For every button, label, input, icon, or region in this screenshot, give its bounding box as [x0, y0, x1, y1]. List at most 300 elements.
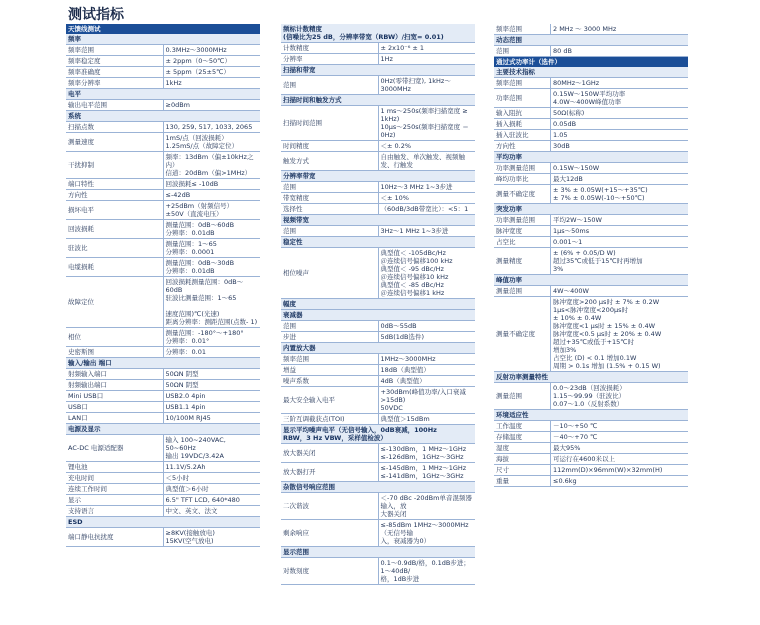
text-line: 驻波比测量范围：1～65	[165, 294, 237, 302]
spec-label: 工作温度	[494, 421, 551, 432]
spec-label: 湿度	[494, 443, 551, 454]
spec-label: 连续工作时间	[66, 484, 163, 495]
spec-column-1	[66, 24, 260, 547]
spec-label: 最大安全输入电平	[281, 387, 378, 414]
spec-label: 带宽精度	[281, 193, 378, 204]
spec-value	[378, 493, 475, 520]
spec-row	[494, 215, 688, 226]
section-title: 反射功率测量特性	[494, 372, 688, 383]
text-line: 1μs<脉冲宽度<200μs时	[553, 306, 628, 314]
section-title: 电平	[66, 89, 260, 100]
spec-value: 112mm(D)×96mm(W)×32mm(H)	[551, 465, 689, 476]
spec-label: 锂电池	[66, 462, 163, 473]
spec-value	[378, 387, 475, 414]
spec-value: ≥0dBm	[163, 100, 260, 111]
text-line: 输出 19VDC/3.42A	[165, 452, 224, 460]
spec-label: 方向性	[494, 141, 551, 152]
section-title: 显示范围	[281, 547, 475, 558]
spec-row	[66, 133, 260, 152]
spec-label: 史密斯图	[66, 347, 163, 358]
text-line: 典型值＜ -105dBc/Hz	[380, 249, 446, 257]
spec-row	[494, 119, 688, 130]
text-line: 3%	[553, 265, 564, 273]
spec-label: 测量范围	[494, 383, 551, 410]
spec-value: 4W～400W	[551, 286, 689, 297]
spec-row	[66, 78, 260, 89]
section-title: 稳定性	[281, 237, 475, 248]
section-title: 平均功率	[494, 152, 688, 163]
text-line: ≤-145dBm，1 MHz～1GHz	[380, 464, 467, 472]
spec-label: 插入驻波比	[494, 130, 551, 141]
spec-row	[494, 130, 688, 141]
spec-label: 范围	[281, 76, 378, 95]
spec-row	[281, 204, 475, 215]
text-line: 典型值＜ -85 dBc/Hz	[380, 281, 444, 289]
spec-value: 30dB	[551, 141, 689, 152]
section-title: 电源及显示	[66, 424, 260, 435]
spec-value: ≤-42dB	[163, 190, 260, 201]
spec-value	[551, 248, 689, 275]
text-line: ＠连续信号偏移1 kHz	[380, 289, 445, 297]
spec-label: 频率范围	[66, 45, 163, 56]
section-title	[281, 425, 475, 444]
spec-row	[281, 152, 475, 171]
text-line: 50VDC	[380, 404, 403, 412]
spec-label: 峰均功率比	[494, 174, 551, 185]
spec-label: 方向性	[66, 190, 163, 201]
spec-value: 3Hz～1 MHz 1~3步进	[378, 226, 475, 237]
spec-row	[494, 443, 688, 454]
spec-label: 选择性	[281, 204, 378, 215]
spec-value: ± 2ppm（0～50℃）	[163, 56, 260, 67]
section-title: 杂散信号响应范围	[281, 482, 475, 493]
spec-value: 平均2W～150W	[551, 215, 689, 226]
spec-label: 回波损耗	[66, 220, 163, 239]
text-line: ± 7% ± 0.05W(-10～+50℃)	[553, 194, 645, 202]
spec-label: 步进	[281, 332, 378, 343]
spec-row	[66, 473, 260, 484]
spec-value: 分辨率：0.01	[163, 347, 260, 358]
spec-label: 功率测量范围	[494, 163, 551, 174]
spec-row	[66, 506, 260, 517]
spec-label: 支持语言	[66, 506, 163, 517]
spec-label: 脉冲宽度	[494, 226, 551, 237]
spec-value	[163, 133, 260, 152]
section-title: 主要技术指标	[494, 67, 688, 78]
spec-row	[66, 391, 260, 402]
text-line: 回波损耗测量范围：0dB～60dB	[165, 278, 244, 294]
spec-row	[281, 365, 475, 376]
section-header	[494, 57, 688, 68]
text-line: 距离分辨率：测距范围(点数- 1)	[165, 318, 258, 326]
text-line: 信道：20dBm（偏>1MHz）	[165, 169, 252, 177]
spec-value	[378, 444, 475, 463]
subsection-header	[281, 482, 475, 493]
text-line: ＜-70 dBc -20dBm单音混频器输入，放	[380, 494, 472, 510]
spec-row	[281, 558, 475, 585]
spec-row	[281, 354, 475, 365]
spec-row	[281, 414, 475, 425]
spec-row	[494, 297, 688, 372]
spec-value: 0.05dB	[551, 119, 689, 130]
spec-label: 测量不确定度	[494, 185, 551, 204]
spec-row	[281, 226, 475, 237]
spec-value	[163, 528, 260, 547]
spec-label: 输入阻抗	[494, 108, 551, 119]
spec-value: 回波损耗≤ -10dB	[163, 179, 260, 190]
text-line: 测量范围：0dB～30dB	[165, 259, 235, 267]
spec-row	[281, 387, 475, 414]
spec-row	[494, 237, 688, 248]
section-title: 衰减器	[281, 310, 475, 321]
spec-row	[494, 185, 688, 204]
spec-label: Mini USB口	[66, 391, 163, 402]
section-title: ESD	[66, 517, 260, 528]
spec-row	[66, 462, 260, 473]
spec-row	[66, 239, 260, 258]
spec-label: 频率稳定度	[66, 56, 163, 67]
subsection-header	[66, 111, 260, 122]
text-line: 脉冲宽度<0.5 μs时 ± 20% ± 0.4W	[553, 330, 662, 338]
spec-row	[281, 321, 475, 332]
spec-label: 测量范围	[494, 286, 551, 297]
spec-label: 计数精度	[281, 43, 378, 54]
section-title: 系统	[66, 111, 260, 122]
text-line: (信噪比为25 dB，分辨率带宽（RBW）/扫宽= 0.01)	[283, 33, 444, 41]
spec-value: 80MHz～1GHz	[551, 78, 689, 89]
spec-row	[66, 484, 260, 495]
text-line: 1 ms～250s(频率扫描宽度 ≥ 1kHz)	[380, 107, 468, 123]
section-title: 环境适应性	[494, 410, 688, 421]
text-line: 分辨率：0.01°	[165, 337, 210, 345]
spec-value	[551, 383, 689, 410]
spec-value	[378, 463, 475, 482]
spec-label: 射频输入端口	[66, 369, 163, 380]
spec-value: 最大95%	[551, 443, 689, 454]
spec-label: 频率范围	[494, 78, 551, 89]
spec-row	[66, 328, 260, 347]
spec-row	[494, 421, 688, 432]
text-line: ≤-141dBm，1GHz～3GHz	[380, 472, 464, 480]
spec-value: 1kHz	[163, 78, 260, 89]
subsection-header	[281, 299, 475, 310]
spec-row	[281, 141, 475, 152]
spec-value: 4dB（典型值）	[378, 376, 475, 387]
subsection-header	[66, 358, 260, 369]
spec-row	[66, 190, 260, 201]
spec-row	[66, 413, 260, 424]
spec-row	[281, 463, 475, 482]
subsection-header	[281, 343, 475, 354]
section-title: 内置放大器	[281, 343, 475, 354]
subsection-header	[66, 89, 260, 100]
spec-row	[66, 369, 260, 380]
spec-label: 范围	[494, 46, 551, 57]
text-line: ≤-85dBm 1MHz～3000MHz（无信号输	[380, 521, 469, 537]
spec-value: 1μs～50ms	[551, 226, 689, 237]
text-line: 典型值＜ -95 dBc/Hz	[380, 265, 444, 273]
spec-row	[66, 528, 260, 547]
spec-value: USB2.0 4pin	[163, 391, 260, 402]
text-line: 脉冲宽度>200 μs时 ± 7% ± 0.2W	[553, 298, 660, 306]
spec-row	[281, 106, 475, 141]
section-title: 分辨率带宽	[281, 171, 475, 182]
spec-label: 输出电平范围	[66, 100, 163, 111]
text-line: 15KV(空气放电)	[165, 537, 214, 545]
text-line: 显示平均噪声电平（无信号输入，0dB衰减，100Hz	[283, 426, 437, 434]
spec-row	[66, 179, 260, 190]
subsection-header	[281, 547, 475, 558]
spec-label: 范围	[281, 182, 378, 193]
text-line: ≤-126dBm，1GHz～3GHz	[380, 453, 464, 461]
spec-row	[66, 495, 260, 506]
subsection-header	[281, 65, 475, 76]
text-line: ＠连续信号偏移10 kHz	[380, 273, 449, 281]
spec-row	[281, 43, 475, 54]
spec-label: 测量精度	[494, 248, 551, 275]
text-line: 占空比 (D) < 0.1 增加0.1W	[553, 354, 637, 362]
spec-label: 充电时间	[66, 473, 163, 484]
spec-value	[378, 248, 475, 299]
subsection-header	[494, 275, 688, 286]
spec-label: 频率分辨率	[66, 78, 163, 89]
spec-value	[163, 435, 260, 462]
spec-value	[378, 106, 475, 141]
spec-row	[494, 286, 688, 297]
spec-row	[66, 122, 260, 133]
text-line: ± 10% ± 0.4W	[553, 314, 602, 322]
spec-value: 0.15W～150W	[551, 163, 689, 174]
spec-label: 尺寸	[494, 465, 551, 476]
text-line: 0.1～0.9dB/格，0.1dB步进；1～40dB/	[380, 559, 470, 575]
section-title: 输入/输出 端口	[66, 358, 260, 369]
spec-row	[494, 174, 688, 185]
spec-value: 130, 259, 517, 1033, 2065	[163, 122, 260, 133]
spec-label: 占空比	[494, 237, 551, 248]
spec-row	[494, 163, 688, 174]
text-line: 分辨率：0.01dB	[165, 267, 215, 275]
spec-label: 扫描点数	[66, 122, 163, 133]
spec-value: 0dB～55dB	[378, 321, 475, 332]
spec-label: USB口	[66, 402, 163, 413]
spec-row	[494, 432, 688, 443]
spec-label: 电缆损耗	[66, 258, 163, 277]
text-line: 测量范围：0dB～60dB	[165, 221, 235, 229]
spec-row	[494, 383, 688, 410]
spec-row	[66, 45, 260, 56]
subsection-header	[494, 204, 688, 215]
spec-value: 10Hz～3 MHz 1~3步进	[378, 182, 475, 193]
spec-value: 11.1V/5.2Ah	[163, 462, 260, 473]
spec-value: ＜± 0.2%	[378, 141, 475, 152]
spec-label: 放大器关闭	[281, 444, 378, 463]
text-line: 超过+35℃或低于+15℃时	[553, 338, 635, 346]
spec-label: 存储温度	[494, 432, 551, 443]
spec-value: 典型值＞6小时	[163, 484, 260, 495]
spec-value: ± 2x10⁻⁶ ± 1	[378, 43, 475, 54]
spec-value: ≤0.6kg	[551, 476, 689, 487]
subsection-header	[494, 35, 688, 46]
spec-value: ＜± 10%	[378, 193, 475, 204]
text-line: 频率：13dBm（偏±10kHz之内）	[165, 153, 254, 169]
spec-value: 1MHz～3000MHz	[378, 354, 475, 365]
text-line: 超过35℃或低于15℃时再增加	[553, 257, 643, 265]
spec-value	[378, 520, 475, 547]
text-line: ≤-130dBm，1 MHz～1GHz	[380, 445, 467, 453]
spec-value: 80 dB	[551, 46, 689, 57]
section-title: 通过式功率计（选件）	[494, 57, 688, 68]
spec-value	[163, 220, 260, 239]
spec-label: 驻波比	[66, 239, 163, 258]
spec-row	[66, 67, 260, 78]
text-line: +25dBm（射频信号）	[165, 202, 234, 210]
spec-row	[494, 226, 688, 237]
spec-value: USB1.1 4pin	[163, 402, 260, 413]
subsection-header	[281, 310, 475, 321]
spec-row	[494, 141, 688, 152]
spec-label: 显示	[66, 495, 163, 506]
spec-value: 50ΩN 阴型	[163, 380, 260, 391]
subsection-header	[66, 424, 260, 435]
spec-value: －40～+70 ℃	[551, 432, 689, 443]
section-title: 频率	[66, 34, 260, 45]
spec-label: 端口特性	[66, 179, 163, 190]
text-line: 测量范围：-180°～+180°	[165, 329, 244, 337]
spec-row	[66, 435, 260, 462]
subsection-header	[66, 34, 260, 45]
spec-value	[163, 277, 260, 328]
spec-value: 2 MHz ～ 3000 MHz	[551, 24, 689, 35]
spec-value	[163, 328, 260, 347]
section-title: 突发功率	[494, 204, 688, 215]
spec-value: 0.001～1	[551, 237, 689, 248]
spec-label: 故障定位	[66, 277, 163, 328]
spec-label: 频率范围	[494, 24, 551, 35]
page-title: 测试指标	[68, 7, 124, 23]
spec-label: 干扰抑制	[66, 152, 163, 179]
subsection-header	[281, 171, 475, 182]
spec-value	[163, 239, 260, 258]
spec-row	[281, 76, 475, 95]
text-line: 输入 100~240VAC, 50~60Hz	[165, 436, 226, 452]
spec-value: －10～+50 ℃	[551, 421, 689, 432]
spec-row	[66, 277, 260, 328]
spec-value	[551, 185, 689, 204]
spec-value: 5dB(1dB选件)	[378, 332, 475, 343]
spec-value: 10/100M RJ45	[163, 413, 260, 424]
subsection-header	[281, 425, 475, 444]
spec-label: 相位	[66, 328, 163, 347]
spec-value	[163, 152, 260, 179]
spec-label: 对数刻度	[281, 558, 378, 585]
spec-label: 端口静电抗扰度	[66, 528, 163, 547]
spec-value	[551, 297, 689, 372]
spec-label: 范围	[281, 321, 378, 332]
spec-label: 海拔	[494, 454, 551, 465]
text-line: 10μs～250s(频率扫描宽度 ＝ 0Hz)	[380, 123, 469, 139]
spec-value: 中文、英文、法文	[163, 506, 260, 517]
text-line: RBW，3 Hz VBW，采样值检波）	[283, 434, 387, 442]
spec-row	[281, 54, 475, 65]
text-line: ＠连续信号偏移100 kHz	[380, 257, 453, 265]
text-line: 0.0～23dB（回波损耗）	[553, 384, 626, 392]
text-line: 格，1dB步进	[380, 575, 420, 583]
section-title: 视频带宽	[281, 215, 475, 226]
section-title: 扫描时间和触发方式	[281, 95, 475, 106]
spec-value: 最大12dB	[551, 174, 689, 185]
spec-label: 触发方式	[281, 152, 378, 171]
spec-value: 典型值＞15dBm	[378, 414, 475, 425]
spec-row	[494, 24, 688, 35]
spec-value: （60dB/3dB带宽比）：<5：1	[378, 204, 475, 215]
spec-label: 频率准确度	[66, 67, 163, 78]
spec-label: 功率测量范围	[494, 215, 551, 226]
spec-value: 0Hz(零带扫宽), 1kHz～3000MHz	[378, 76, 475, 95]
spec-label: 剩余响应	[281, 520, 378, 547]
spec-column-3	[494, 24, 688, 487]
spec-row	[494, 89, 688, 108]
subsection-header	[281, 95, 475, 106]
subsection-header	[281, 215, 475, 226]
text-line: 脉冲宽度<1 μs时 ± 15% ± 0.4W	[553, 322, 656, 330]
spec-value	[378, 558, 475, 585]
section-title: 扫描和带宽	[281, 65, 475, 76]
spec-row	[66, 152, 260, 179]
spec-row	[66, 201, 260, 220]
spec-label: 二次谐波	[281, 493, 378, 520]
spec-label: 功率范围	[494, 89, 551, 108]
spec-row	[494, 248, 688, 275]
spec-label: LAN口	[66, 413, 163, 424]
spec-value: ＜5小时	[163, 473, 260, 484]
spec-row	[66, 347, 260, 358]
spec-value: 50Ω(标称)	[551, 108, 689, 119]
spec-row	[66, 380, 260, 391]
text-line: 增加3%	[553, 346, 577, 354]
spec-column-2	[281, 24, 475, 585]
text-line: 1.15～99.99（驻波比）	[553, 392, 626, 400]
spec-row	[494, 476, 688, 487]
section-header	[66, 24, 260, 34]
spec-label: 重量	[494, 476, 551, 487]
text-line: 分辨率：0.01dB	[165, 229, 215, 237]
spec-label: 增益	[281, 365, 378, 376]
spec-label: 扫描时间范围	[281, 106, 378, 141]
spec-label: 相位噪声	[281, 248, 378, 299]
spec-value: 可运行在4600米以上	[551, 454, 689, 465]
text-line: 测量范围：1～65	[165, 240, 217, 248]
spec-row	[66, 220, 260, 239]
section-title: 天馈线测试	[66, 24, 260, 34]
spec-row	[494, 108, 688, 119]
spec-label: 放大器打开	[281, 463, 378, 482]
spec-value	[163, 258, 260, 277]
spec-value: 18dB（典型值）	[378, 365, 475, 376]
section-title: 峰值功率	[494, 275, 688, 286]
spec-label: 射频输出端口	[66, 380, 163, 391]
text-line: ± 3% ± 0.05W(+15～+35℃)	[553, 186, 648, 194]
text-line: ±50V（直流电压）	[165, 210, 223, 218]
spec-value: 6.5" TFT LCD, 640*480	[163, 495, 260, 506]
text-line: ± (6% + 0.05/D W)	[553, 249, 616, 257]
spec-row	[66, 402, 260, 413]
text-line: 4.0W～400W峰值功率	[553, 98, 622, 106]
spec-row	[281, 493, 475, 520]
subsection-header	[494, 372, 688, 383]
spec-value: 50ΩN 阴型	[163, 369, 260, 380]
text-line: 频标计数精度	[283, 25, 322, 33]
subsection-header	[494, 67, 688, 78]
